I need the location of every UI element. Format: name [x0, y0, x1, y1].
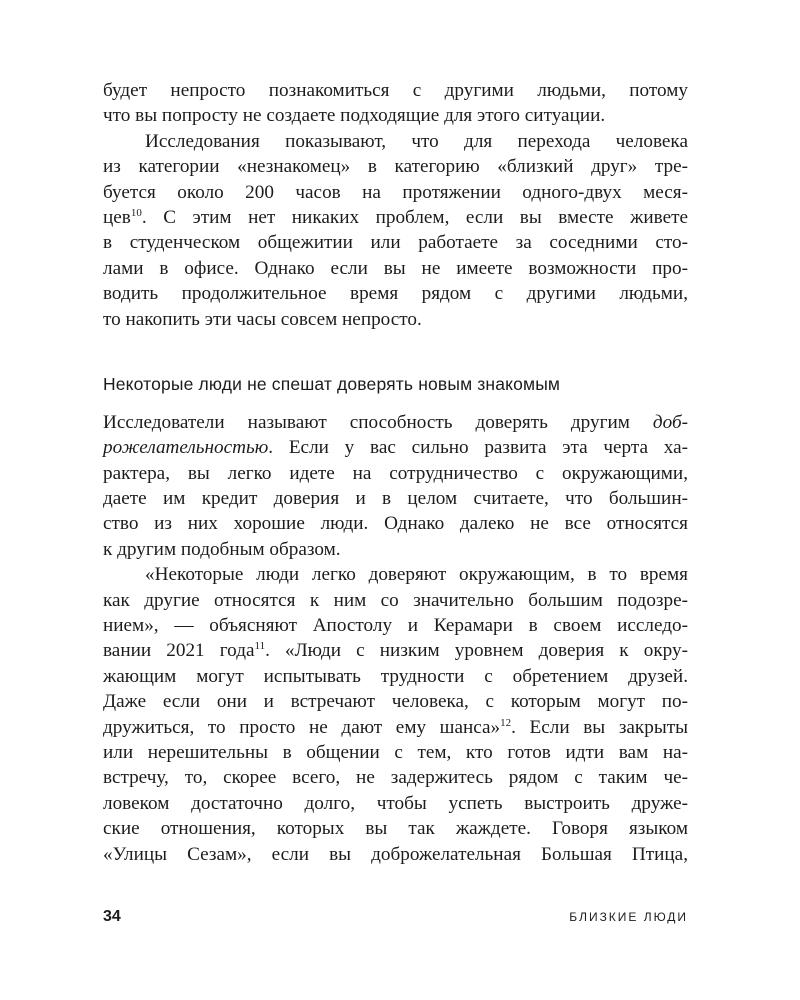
paragraph-continued: [103, 78, 688, 129]
footnote-ref-10[interactable]: 10: [130, 206, 142, 219]
text-line: жающим могут испытывать трудности с обретением друзей.: [103, 665, 688, 687]
page-footer: [103, 908, 688, 932]
text-line: даете им кредит доверия и в целом считаете, что большин-: [103, 488, 688, 510]
footnote-ref-12[interactable]: 12: [500, 716, 512, 729]
text-line: [103, 435, 688, 460]
text-fragment: дружиться, то просто не дают ему шанса»: [103, 716, 501, 738]
text-line: рактера, вы легко идете на сотрудничество с окружающими,: [103, 462, 688, 484]
italic-term: рожелательностью: [103, 437, 269, 459]
text-line: к другим подобным образом.: [103, 538, 341, 560]
text-fragment: вании 2021 года: [103, 640, 255, 662]
text-fragment: цев: [103, 206, 131, 228]
text-line: водить продолжительное время рядом с другими людьми,: [103, 283, 688, 305]
text-line: нием», — объясняют Апостолу и Керамари в своем исследо-: [103, 615, 688, 637]
text-line: «Улицы Сезам», если вы доброжелательная Большая Птица,: [103, 843, 688, 865]
text-line: Даже если они и встречают человека, с которым могут по-: [103, 691, 688, 713]
paragraph-quote: [103, 562, 688, 867]
paragraph-research-hours: [103, 129, 688, 332]
text-line: буется около 200 часов на протяжении одного-двух меся-: [103, 181, 688, 203]
text-line: из категории «незнакомец» в категорию «близкий друг» тре-: [103, 156, 688, 178]
footnote-ref-11[interactable]: 11: [254, 640, 266, 653]
text-line: как другие относятся к ним со значительно большим подозре-: [103, 589, 688, 611]
text-line: ство из них хорошие люди. Однако далеко не все относятся: [103, 513, 688, 535]
text-line: встречу, то, скорее всего, не задержитесь рядом с таким че-: [103, 767, 688, 789]
text-line: будет непросто познакомиться с другими людьми, потому: [103, 80, 688, 101]
text-fragment: . С этим нет никаких проблем, если вы вместе живете: [141, 206, 688, 228]
text-line: или нерешительны в общении с тем, кто готов идти вам на-: [103, 741, 688, 763]
text-line: «Некоторые люди легко доверяют окружающим, в то время: [145, 564, 688, 586]
text-line: [103, 638, 688, 663]
text-line: в студенческом общежитии или работаете за соседними сто-: [103, 232, 688, 254]
italic-term: доб-: [652, 411, 688, 433]
text-fragment: . Если у вас сильно развита эта черта ха-: [268, 437, 688, 459]
running-title: БЛИЗКИЕ ЛЮДИ: [569, 910, 688, 924]
text-line: ские отношения, которых вы так жаждете. Говоря языком: [103, 818, 688, 840]
text-line: Исследования показывают, что для перехода человека: [145, 130, 688, 152]
section-heading: Некоторые люди не спешат доверять новым знакомым: [103, 373, 561, 394]
text-line: [103, 715, 688, 740]
text-line: то накопить эти часы совсем непросто.: [103, 308, 422, 330]
paragraph-benevolence: [103, 410, 688, 562]
text-line: [103, 410, 688, 435]
text-line: ловеком достаточно долго, чтобы успеть выстроить друже-: [103, 792, 688, 814]
text-line: [103, 205, 688, 230]
page-number: 34: [103, 908, 121, 925]
text-fragment: Исследователи называют способность доверять другим: [103, 411, 653, 433]
text-fragment: . Если вы закрыты: [511, 716, 688, 738]
text-fragment: . «Люди с низким уровнем доверия к окру-: [265, 640, 688, 662]
text-line: что вы попросту не создаете подходящие для этого ситуации.: [103, 105, 606, 127]
book-page-body: [103, 78, 688, 867]
text-line: лами в офисе. Однако если вы не имеете возможности про-: [103, 257, 688, 279]
